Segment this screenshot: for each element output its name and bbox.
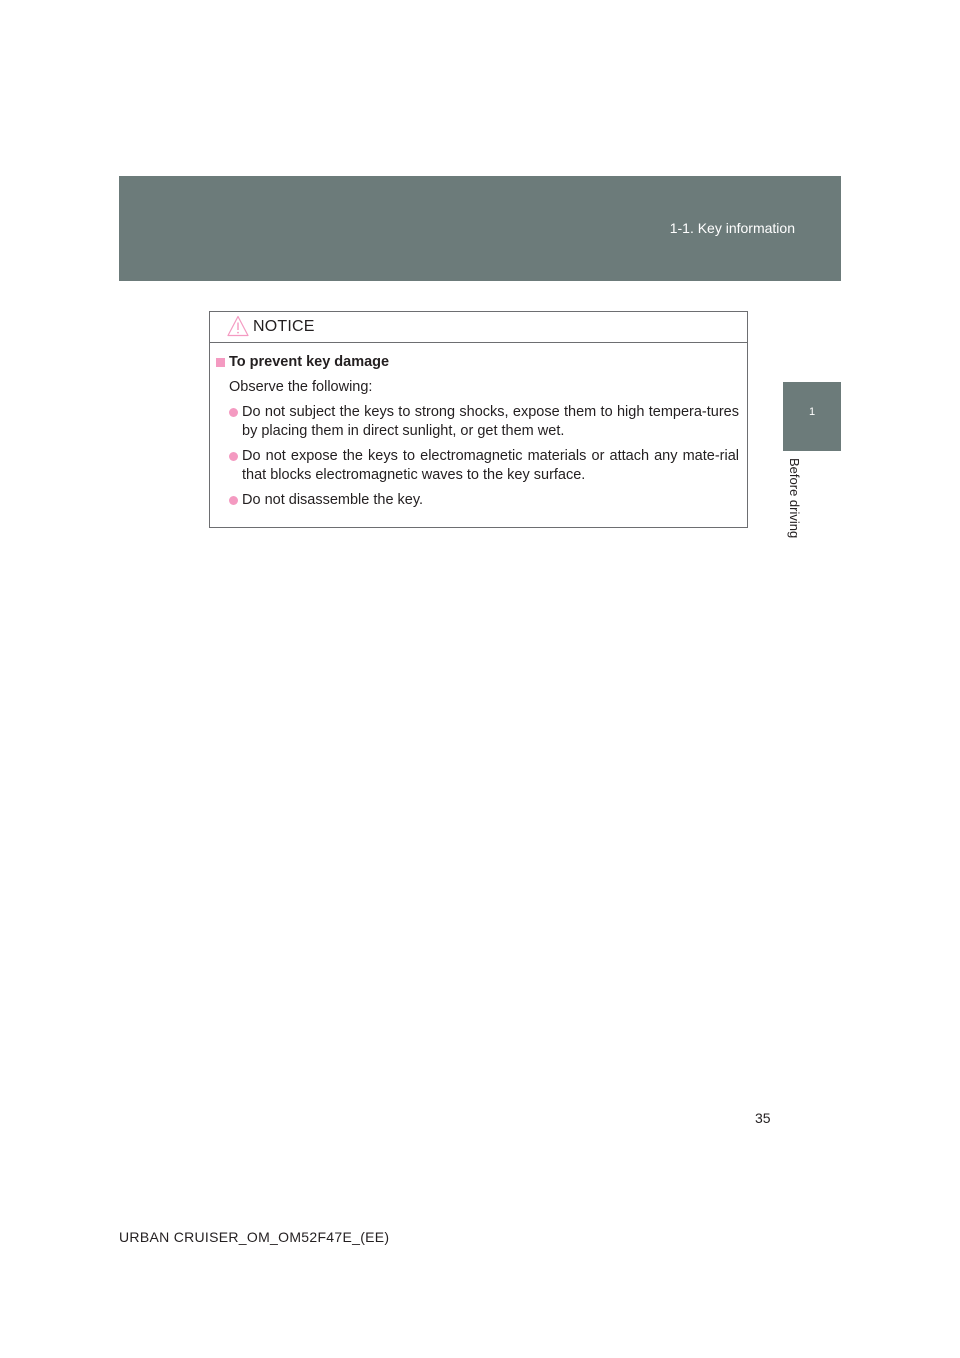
notice-heading-text: To prevent key damage [229,354,390,370]
list-item [229,403,739,441]
section-title: 1-1. Key information [669,220,795,236]
list-item-text: Do not subject the keys to strong shocks, expose them to high tempera-tures by placing them in direct sunlight, or get them wet. [242,404,739,439]
page-number: 35 [755,1110,771,1126]
notice-intro: Observe the following: [229,379,373,395]
notice-title: NOTICE [253,318,315,335]
bullet-dot-icon [229,496,238,505]
notice-body [210,343,747,510]
list-item-text: Do not expose the keys to electromagnetic materials or attach any mate-rial that blocks electromagnetic waves to the key surface. [242,448,739,483]
list-item-text: Do not disassemble the key. [242,492,424,508]
list-item [229,447,739,485]
warning-triangle-icon [227,315,249,337]
document-code: URBAN CRUISER_OM_OM52F47E_(EE) [119,1229,390,1245]
bullet-dot-icon [229,452,238,461]
notice-box [209,311,748,528]
square-bullet-icon [216,358,225,367]
chapter-label: Before driving [787,458,802,539]
bullet-dot-icon [229,408,238,417]
notice-heading [216,353,739,372]
chapter-tab[interactable] [783,382,841,451]
header-band [119,176,841,281]
list-item [229,491,739,510]
notice-header [210,312,747,343]
chapter-number: 1 [808,406,816,418]
